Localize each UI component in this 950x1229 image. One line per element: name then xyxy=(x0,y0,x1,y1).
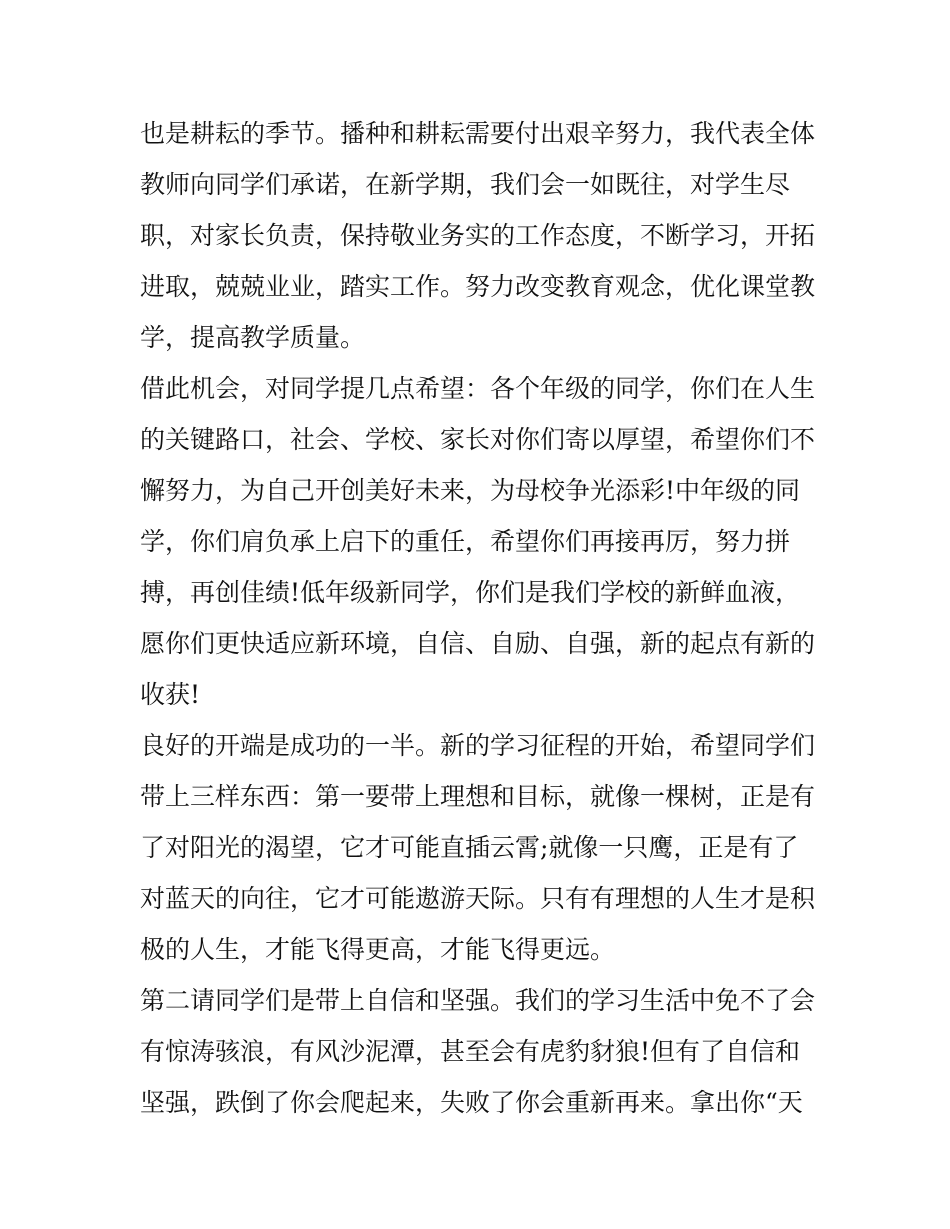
text-line: 愿你们更快适应新环境，自信、自励、自强，新的起点有新的 xyxy=(140,629,816,658)
text-line: 也是耕耘的季节。播种和耕耘需要付出艰辛努力，我代表全体 xyxy=(140,119,816,148)
text-line: 职，对家长负责，保持敬业务实的工作态度，不断学习，开拓 xyxy=(140,221,816,250)
text-line: 坚强，跌倒了你会爬起来，失败了你会重新再来。拿出你“天 xyxy=(140,1088,803,1117)
text-line: 学，你们肩负承上启下的重任，希望你们再接再厉，努力拼 xyxy=(140,527,791,556)
text-line: 了对阳光的渴望，它才可能直插云霄;就像一只鹰，正是有了 xyxy=(140,833,799,862)
text-line: 良好的开端是成功的一半。新的学习征程的开始，希望同学们 xyxy=(140,731,816,760)
text-line: 有惊涛骇浪，有风沙泥潭，甚至会有虎豹豺狼!但有了自信和 xyxy=(140,1037,801,1066)
text-line: 收获! xyxy=(140,680,201,709)
text-line: 借此机会，对同学提几点希望：各个年级的同学，你们在人生 xyxy=(140,374,816,403)
text-line: 第二请同学们是带上自信和坚强。我们的学习生活中免不了会 xyxy=(140,986,816,1015)
text-line: 带上三样东西：第一要带上理想和目标，就像一棵树，正是有 xyxy=(140,782,816,811)
text-line: 教师向同学们承诺，在新学期，我们会一如既往，对学生尽 xyxy=(140,170,791,199)
text-line: 搏，再创佳绩!低年级新同学，你们是我们学校的新鲜血液， xyxy=(140,578,801,607)
text-line: 的关键路口，社会、学校、家长对你们寄以厚望，希望你们不 xyxy=(140,425,816,454)
text-line: 进取，兢兢业业，踏实工作。努力改变教育观念，优化课堂教 xyxy=(140,272,816,301)
text-line: 极的人生，才能飞得更高，才能飞得更远。 xyxy=(140,935,616,964)
text-line: 懈努力，为自己开创美好未来，为母校争光添彩!中年级的同 xyxy=(140,476,801,505)
text-line: 学，提高教学质量。 xyxy=(140,323,366,352)
document-body xyxy=(140,108,820,1128)
text-line: 对蓝天的向往，它才可能遨游天际。只有有理想的人生才是积 xyxy=(140,884,816,913)
